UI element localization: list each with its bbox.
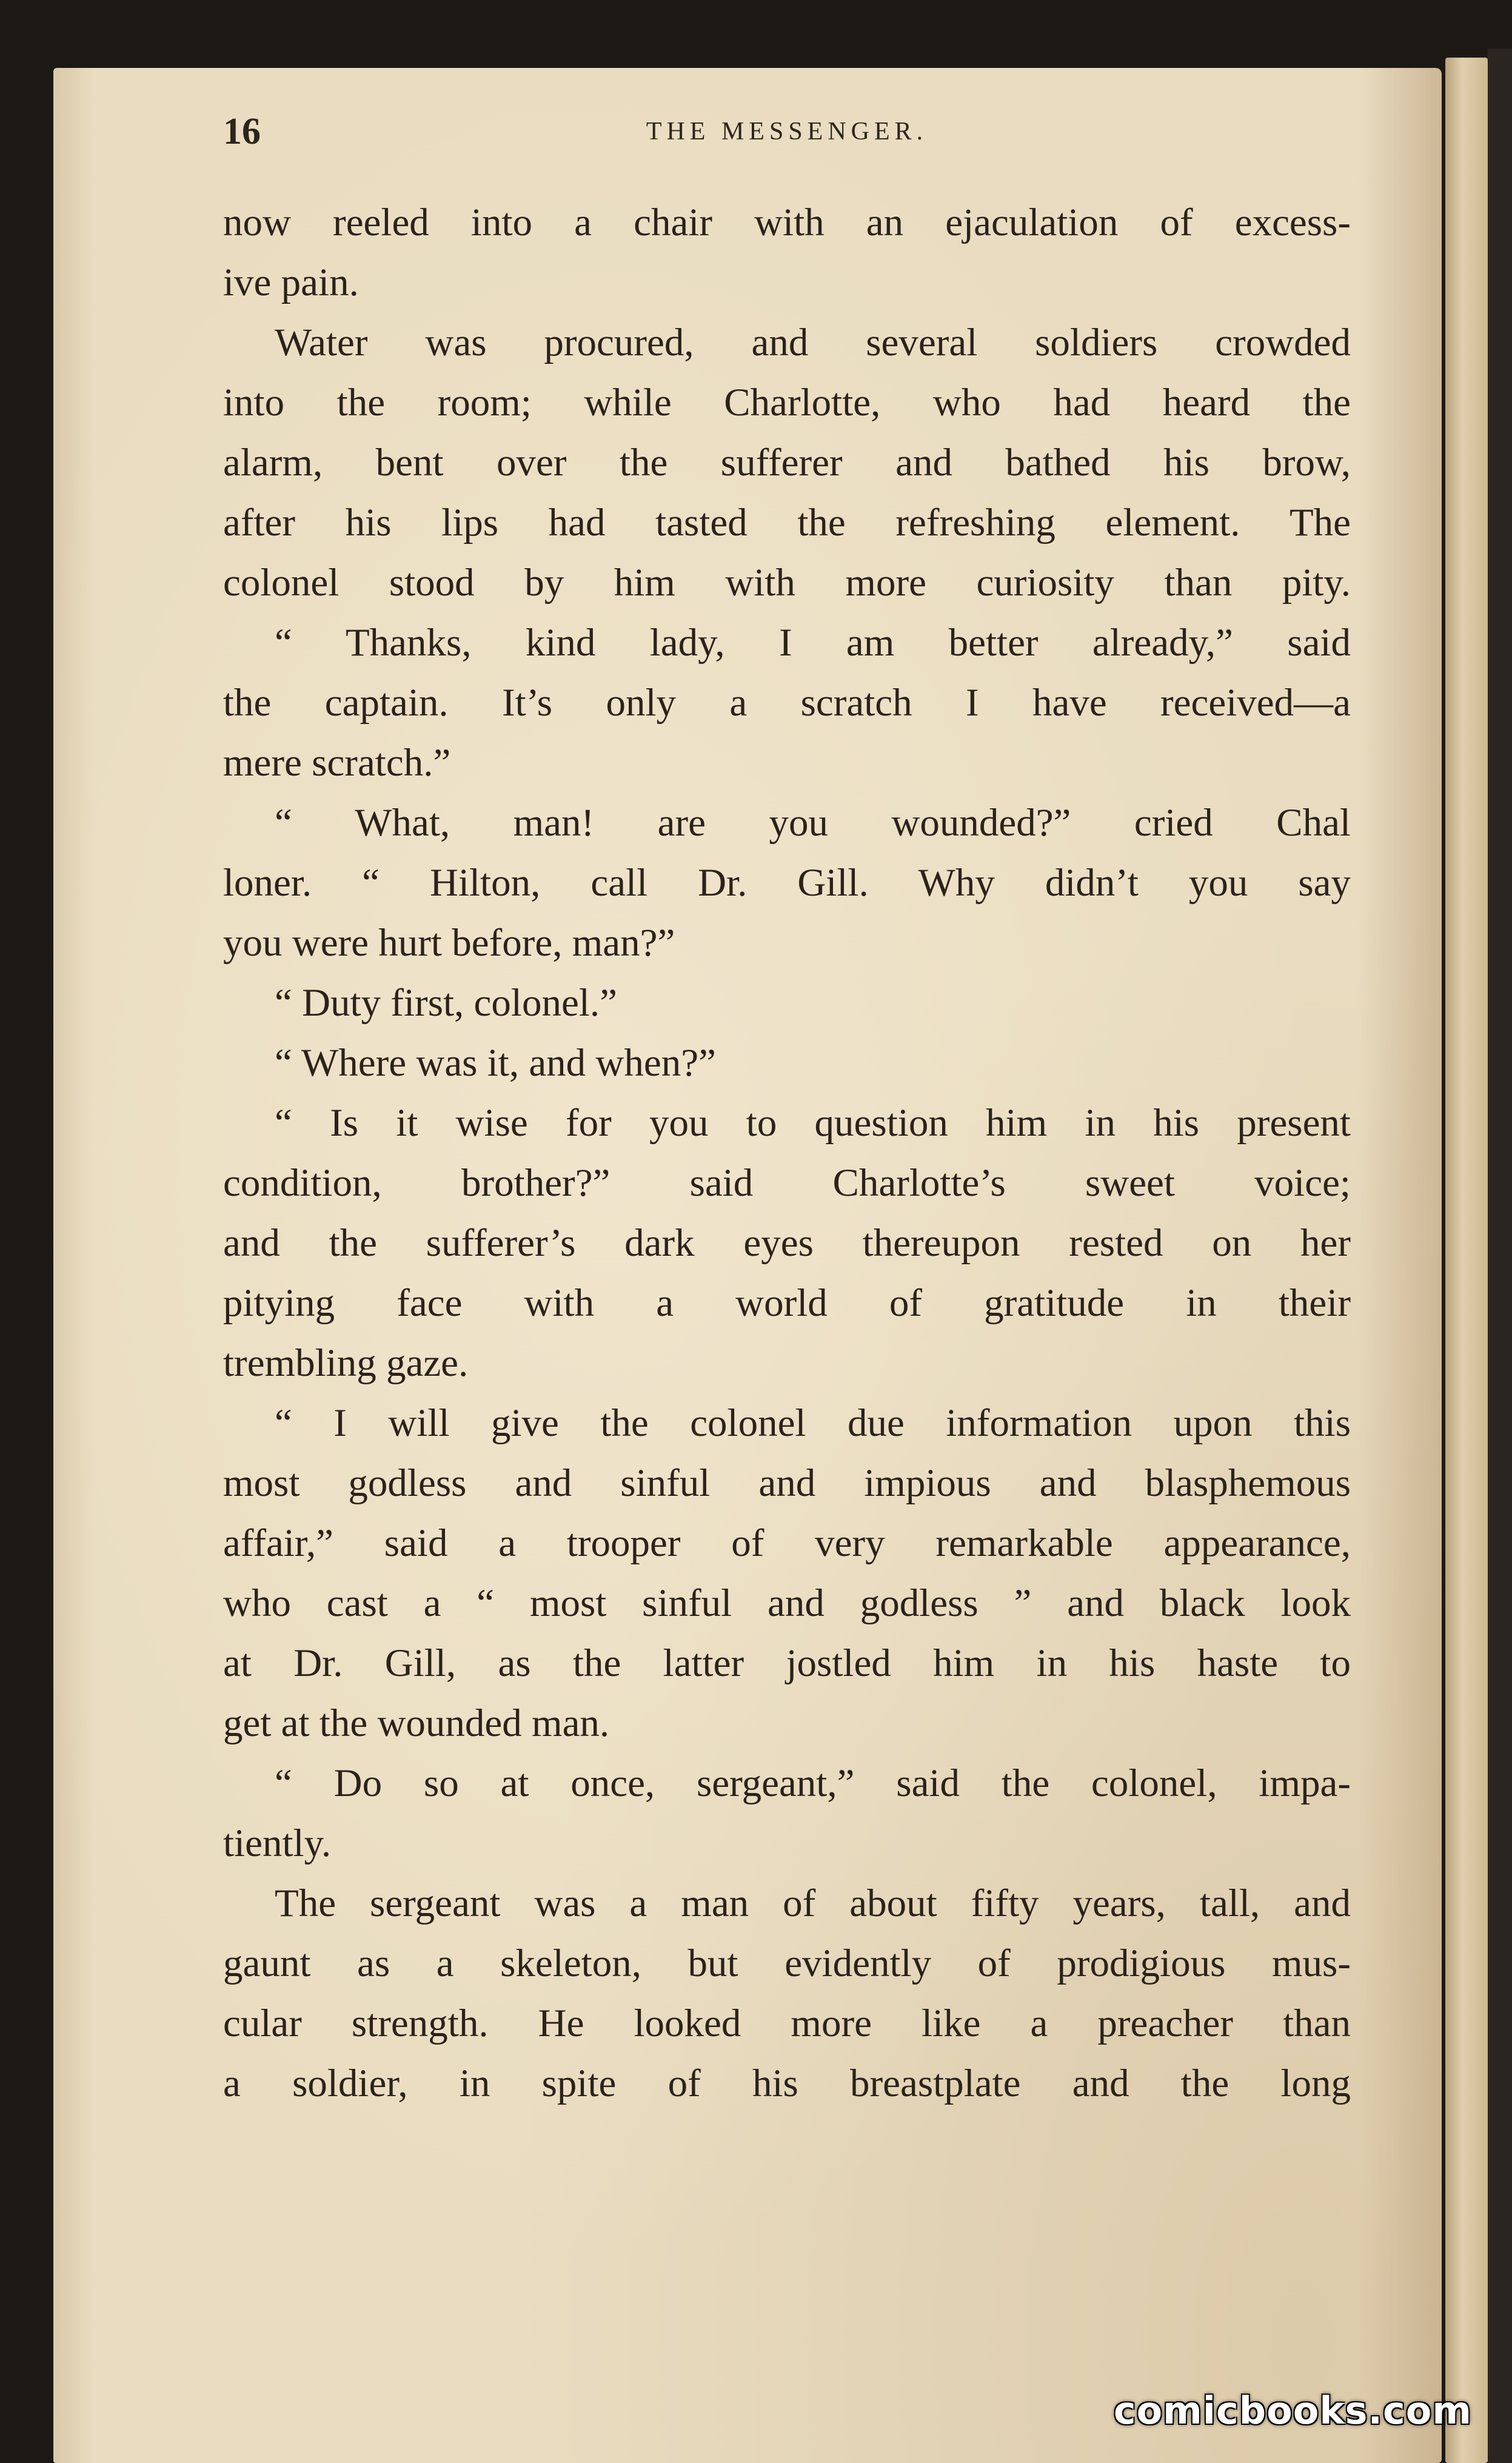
text-line: “ I will give the colonel due information upon this [275, 1401, 1351, 1445]
text-line: “ Duty first, colonel.” [275, 981, 617, 1025]
text-line: and the sufferer’s dark eyes thereupon rested on her [223, 1221, 1351, 1265]
text-line: tiently. [223, 1821, 332, 1865]
text-line: condition, brother?” said Charlotte’s sweet voice; [223, 1161, 1351, 1205]
text-line: mere scratch.” [223, 741, 451, 785]
text-line: get at the wounded man. [223, 1701, 610, 1745]
text-line: trembling gaze. [223, 1341, 469, 1385]
text-line: at Dr. Gill, as the latter jostled him in his haste to [223, 1641, 1351, 1685]
text-line: who cast a “ most sinful and godless ” and black look [223, 1581, 1351, 1625]
text-line: Water was procured, and several soldiers crowded [275, 321, 1351, 364]
text-line: now reeled into a chair with an ejaculation of excess- [223, 201, 1351, 244]
text-line: “ Where was it, and when?” [275, 1041, 716, 1085]
watermark-text: comicbooks.com [1113, 2388, 1472, 2433]
adjacent-page-edge [1445, 58, 1488, 2463]
text-line: loner. “ Hilton, call Dr. Gill. Why didn’t you say [223, 861, 1351, 905]
text-line: into the room; while Charlotte, who had heard the [223, 381, 1351, 424]
text-line: a soldier, in spite of his breastplate and the long [223, 2062, 1351, 2105]
text-line: colonel stood by him with more curiosity than pity. [223, 561, 1351, 605]
text-line: gaunt as a skeleton, but evidently of prodigious mus- [223, 1942, 1351, 1985]
text-line: “ Do so at once, sergeant,” said the colonel, impa- [275, 1761, 1351, 1805]
text-line: “ Is it wise for you to question him in his present [275, 1101, 1351, 1145]
text-line: after his lips had tasted the refreshing element. The [223, 501, 1351, 545]
text-line: cular strength. He looked more like a preacher than [223, 2002, 1351, 2045]
text-line: The sergeant was a man of about fifty years, tall, and [275, 1882, 1351, 1925]
text-line: “ Thanks, kind lady, I am better already,” said [275, 621, 1351, 665]
text-line: affair,” said a trooper of very remarkable appearance, [223, 1521, 1351, 1565]
text-line: you were hurt before, man?” [223, 921, 675, 965]
text-line: ive pain. [223, 261, 359, 304]
text-line: “ What, man! are you wounded?” cried Chal [275, 801, 1351, 845]
text-line: the captain. It’s only a scratch I have received—a [223, 681, 1351, 725]
page-number: 16 [223, 111, 261, 152]
text-line: pitying face with a world of gratitude in their [223, 1281, 1351, 1325]
book-spine-edge [1488, 49, 1512, 2463]
body-text [223, 193, 1351, 2114]
running-head: THE MESSENGER. [646, 118, 928, 146]
text-line: alarm, bent over the sufferer and bathed his brow, [223, 441, 1351, 484]
page-header [223, 104, 1351, 159]
text-line: most godless and sinful and impious and blasphemous [223, 1461, 1351, 1505]
